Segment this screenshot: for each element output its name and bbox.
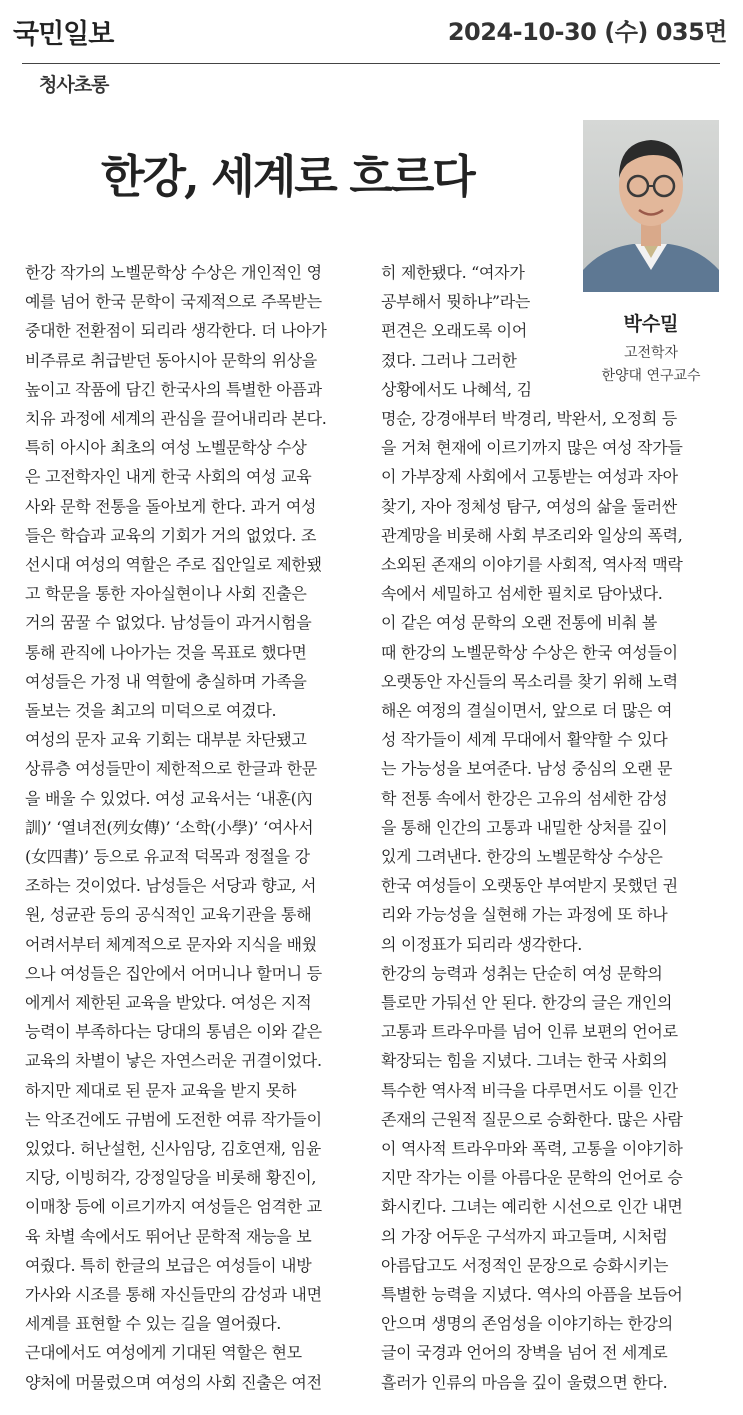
article-text-line: 訓)’ ‘열녀전(列女傳)’ ‘소학(小學)’ ‘여사서 [25, 817, 314, 837]
article-text-line: 때 한강의 노벨문학상 수상은 한국 여성들이 [381, 642, 678, 662]
article-text-line: 지만 작가는 이를 아름다운 문학의 언어로 승 [381, 1168, 683, 1188]
article-text-line: 세계를 표현할 수 있는 길을 열어줬다. [25, 1314, 282, 1334]
article-text-line: 원, 성균관 등의 공식적인 교육기관을 통해 [25, 905, 312, 925]
article-text-line: 확장되는 힘을 지녔다. 그녀는 한국 사회의 [381, 1051, 668, 1071]
article-text-line: 예를 넘어 한국 문학이 국제적으로 주목받는 [25, 292, 322, 312]
article-text-line: 으나 여성들은 집안에서 어머니나 할머니 등 [25, 963, 322, 983]
article-text-line: 거의 꿈꿀 수 없었다. 남성들이 과거시험을 [25, 613, 312, 633]
article-text-line: 고통과 트라우마를 넘어 인류 보편의 언어로 [381, 1022, 678, 1042]
article-text-line: 는 가능성을 보여준다. 남성 중심의 오랜 문 [381, 759, 673, 779]
author-affiliation: 한양대 연구교수 [601, 368, 701, 384]
article-text-line: 한국 여성들이 오랫동안 부여받지 못했던 권 [381, 876, 678, 896]
article-text-line: 들은 학습과 교육의 기회가 거의 없었다. 조 [25, 525, 317, 545]
article-text-line: 공부해서 뭣하냐”라는 [381, 292, 531, 312]
article-text-line: 높이고 작품에 담긴 한국사의 특별한 아픔과 [25, 379, 322, 399]
article-text-line: 리와 가능성을 실현해 가는 과정에 또 하나 [381, 905, 668, 925]
masthead [0, 0, 743, 60]
article-text-line: 을 거쳐 현재에 이르기까지 많은 여성 작가들 [381, 438, 683, 458]
article-text-line: 있었다. 허난설헌, 신사임당, 김호연재, 임윤 [25, 1139, 321, 1158]
article-text-line: 있게 그려낸다. 한강의 노벨문학상 수상은 [381, 847, 663, 866]
article-text-line: 조하는 것이었다. 남성들은 서당과 향교, 서 [25, 876, 317, 896]
article-text-line: 명순, 강경애부터 박경리, 박완서, 오정희 등 [381, 409, 677, 428]
section-name: 청사초롱 [39, 74, 109, 96]
article-text-line: 돌보는 것을 최고의 미덕으로 여겼다. [25, 701, 277, 720]
author-byline [580, 309, 722, 388]
article-text-line: 교육의 차별이 낳은 자연스러운 귀결이었다. [25, 1051, 322, 1071]
article-text-line: 가사와 시조를 통해 자신들만의 감성과 내면 [25, 1285, 322, 1304]
article-headline: 한강, 세계로 흐르다 [101, 150, 474, 203]
article-text-line: 한강 작가의 노벨문학상 수상은 개인적인 영 [25, 263, 322, 282]
article-text-line: 어려서부터 체계적으로 문자와 지식을 배웠 [25, 934, 317, 954]
newspaper-name: 국민일보 [13, 19, 114, 50]
article-text-line: 여성의 문자 교육 기회는 대부분 차단됐고 [25, 730, 307, 750]
article-text-line: 흘러가 인류의 마음을 깊이 울렸으면 한다. [381, 1372, 668, 1392]
article-text-line: 특수한 역사적 비극을 다루면서도 이를 인간 [381, 1080, 678, 1100]
article-text-line: 성 작가들이 세계 무대에서 활약할 수 있다 [381, 730, 668, 750]
article-text-line: 히 제한됐다. “여자가 [381, 263, 525, 282]
article-text-line: 지당, 이빙허각, 강정일당을 비롯해 황진이, [25, 1168, 317, 1188]
article-text-line: 편견은 오래도록 이어 [381, 321, 527, 341]
author-title: 고전학자 [623, 345, 679, 361]
article-text-line: 속에서 세밀하고 섬세한 필치로 담아냈다. [381, 584, 663, 604]
article-text-line: 양처에 머물렀으며 여성의 사회 진출은 여전 [25, 1372, 322, 1392]
article-text-line: 중대한 전환점이 되리라 생각한다. 더 나아가 [25, 321, 327, 341]
article-text-line: 이 같은 여성 문학의 오랜 전통에 비춰 볼 [381, 613, 657, 633]
article-text-line: 관계망을 비롯해 사회 부조리와 일상의 폭력, [381, 525, 683, 545]
article-text-line: 틀로만 가둬선 안 된다. 한강의 글은 개인의 [381, 993, 673, 1012]
article-text-line: (女四書)’ 등으로 유교적 덕목과 정절을 강 [25, 847, 310, 866]
issue-date-page: 2024-10-30 (수) 035면 [447, 18, 727, 46]
article-text-line: 통해 관직에 나아가는 것을 목표로 했다면 [25, 642, 307, 662]
article-text-line: 특별한 능력을 지녔다. 역사의 아픔을 보듬어 [381, 1285, 683, 1304]
author-name: 박수밀 [623, 313, 679, 335]
article-text-line: 찾기, 자아 정체성 탐구, 여성의 삶을 둘러싼 [381, 496, 677, 516]
article-text-line: 오랫동안 자신들의 목소리를 찾기 위해 노력 [381, 671, 678, 691]
article-text-line: 학 전통 속에서 한강은 고유의 섬세한 감성 [381, 788, 668, 808]
header-divider [22, 63, 720, 64]
article-text-line: 선시대 여성의 역할은 주로 집안일로 제한됐 [25, 555, 322, 574]
article-text-line: 한강의 능력과 성취는 단순히 여성 문학의 [381, 963, 663, 983]
article-text-line: 을 배울 수 있었다. 여성 교육서는 ‘내훈(內 [25, 788, 313, 808]
article-text-line: 여줬다. 특히 한글의 보급은 여성들이 내방 [25, 1255, 312, 1275]
article-text-line: 아름답고도 서정적인 문장으로 승화시키는 [381, 1255, 669, 1275]
article-text-line: 글이 국경과 언어의 장벽을 넘어 전 세계로 [381, 1343, 668, 1363]
article-text-line: 비주류로 취급받던 동아시아 문학의 위상을 [25, 350, 317, 370]
article-text-line: 사와 문학 전통을 돌아보게 한다. 과거 여성 [25, 496, 317, 516]
article-text-line: 의 가장 어두운 구석까지 파고들며, 시처럼 [381, 1226, 668, 1246]
article-text-line: 치유 과정에 세계의 관심을 끌어내리라 본다. [25, 409, 327, 428]
article-text-line: 에게서 제한된 교육을 받았다. 여성은 지적 [25, 993, 312, 1012]
article-text-line: 하지만 제대로 된 문자 교육을 받지 못하 [25, 1080, 297, 1100]
article-text-line: 안으며 생명의 존엄성을 이야기하는 한강의 [381, 1314, 673, 1334]
article-text-line: 이매창 등에 이르기까지 여성들은 엄격한 교 [25, 1197, 322, 1217]
article-text-line: 근대에서도 여성에게 기대된 역할은 현모 [25, 1343, 302, 1363]
article-text-line: 존재의 근원적 질문으로 승화한다. 많은 사람 [381, 1109, 683, 1129]
article-text-line: 상류층 여성들만이 제한적으로 한글과 한문 [25, 759, 317, 779]
article-text-line: 여성들은 가정 내 역할에 충실하며 가족을 [25, 671, 307, 691]
article-text-line: 졌다. 그러나 그러한 [381, 350, 517, 370]
article-text-line: 능력이 부족하다는 당대의 통념은 이와 같은 [25, 1022, 322, 1042]
article-text-line: 해온 여정의 결실이면서, 앞으로 더 많은 여 [381, 701, 673, 720]
article-text-line: 화시킨다. 그녀는 예리한 시선으로 인간 내면 [381, 1197, 683, 1217]
article-text-line: 이 역사적 트라우마와 폭력, 고통을 이야기하 [381, 1139, 683, 1158]
article-text-line: 은 고전학자인 내게 한국 사회의 여성 교육 [25, 467, 312, 487]
article-text-line: 특히 아시아 최초의 여성 노벨문학상 수상 [25, 438, 307, 458]
article-text-line: 이 가부장제 사회에서 고통받는 여성과 자아 [381, 467, 678, 487]
article-text-line: 상황에서도 나혜석, 김 [381, 379, 532, 399]
article-text-line: 고 학문을 통한 자아실현이나 사회 진출은 [25, 584, 307, 604]
article-text-line: 는 악조건에도 규범에 도전한 여류 작가들이 [25, 1109, 322, 1129]
author-photo [583, 120, 719, 292]
article-text-line: 의 이정표가 되리라 생각한다. [381, 934, 583, 954]
article-text-line: 을 통해 인간의 고통과 내밀한 상처를 깊이 [381, 817, 668, 837]
article-text-line: 소외된 존재의 이야기를 사회적, 역사적 맥락 [381, 555, 683, 574]
article-text-line: 육 차별 속에서도 뛰어난 문학적 재능을 보 [25, 1226, 312, 1246]
